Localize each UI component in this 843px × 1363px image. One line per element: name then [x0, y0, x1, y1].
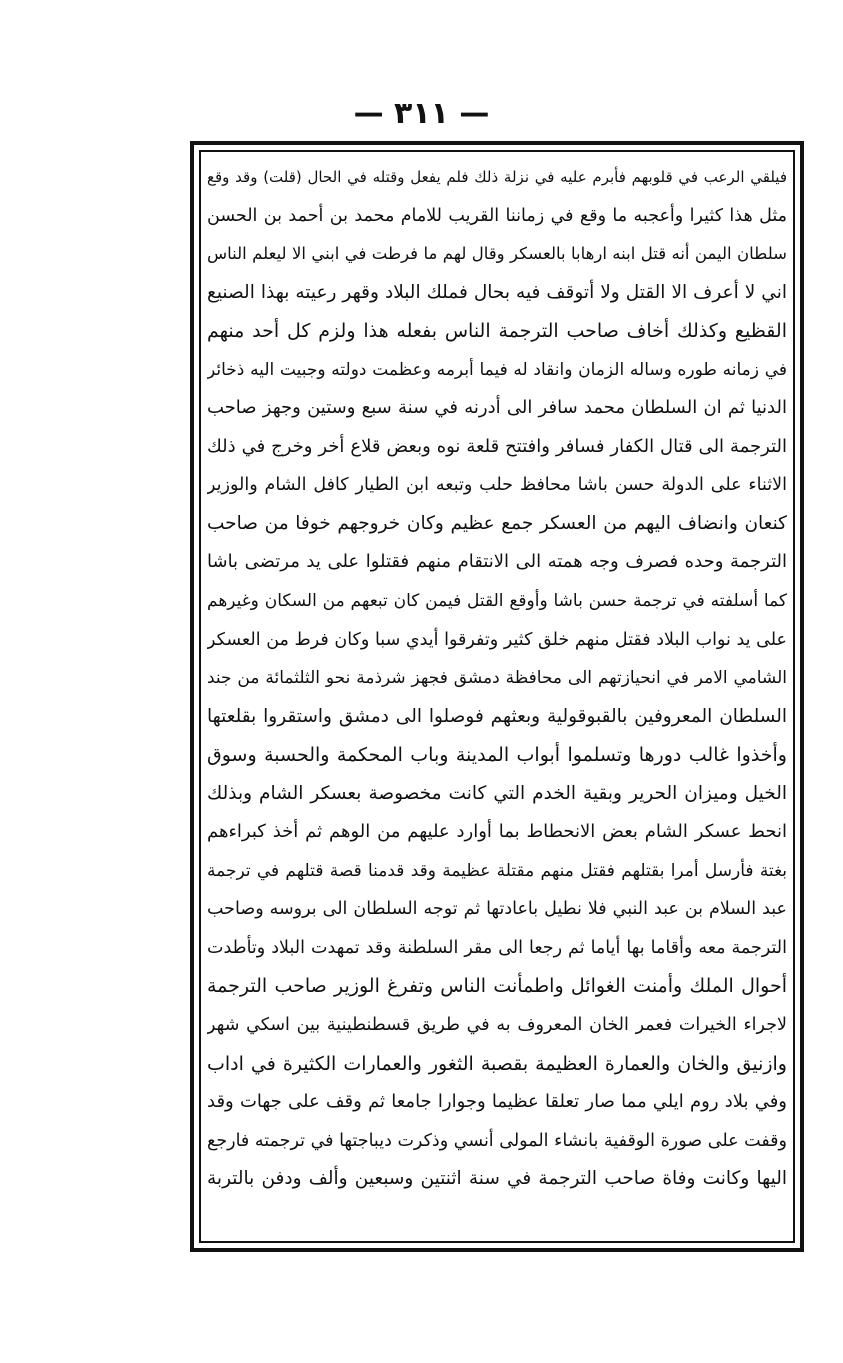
text-line: السلطان المعروفين بالقبوقولية وبعثهم فوصلوا الى دمشق واستقروا بقلعتها — [207, 705, 787, 727]
text-line: كنعان وانضاف اليهم من العسكر جمع عظيم وكان خروجهم خوفا من صاحب — [207, 512, 787, 534]
text-line: الترجمة الى قتال الكفار فسافر وافتتح قلعة نوه وبعض قلاع أخر وخرج في ذلك — [207, 435, 787, 457]
text-line: سلطان اليمن أنه قتل ابنه ارهابا بالعسكر وقال لهم ما فرطت في ابني الا ليعلم الناس — [207, 244, 787, 264]
page-number: — ٣١١ — — [353, 96, 490, 131]
text-line: وازنيق والخان والعمارة العظيمة بقصبة الثغور والعمارات الكثيرة في اداب — [207, 1052, 787, 1075]
text-line: على يد نواب البلاد فقتل منهم خلق كثير وتفرقوا أيدي سبا وكان فرط من العسكر — [207, 629, 787, 650]
text-line: اليها وكانت وفاة صاحب الترجمة في سنة اثنتين وسبعين وألف ودفن بالتربة — [207, 1168, 787, 1190]
text-line: الدنيا ثم ان السلطان محمد سافر الى أدرنه في سنة سبع وستين وجهز صاحب — [207, 397, 787, 419]
text-line: الترجمة وحده فصرف وجه همته الى الانتقام منهم فقتلوا على يد مرتضى باشا — [207, 551, 787, 573]
text-line: الخيل وميزان الحرير وبقية الخدم التي كانت مخصوصة بعسكر الشام وبذلك — [207, 782, 787, 804]
text-line: فيلقي الرعب في قلوبهم فأبرم عليه في نزلة ذلك فلم يفعل وقتله في الحال (قلت) وقد وقع — [207, 168, 787, 186]
text-line: وفي بلاد روم ايلي مما صار تعلقا عظيما وجوارا جامعا ثم وقف على جهات وقد — [207, 1091, 787, 1113]
text-line: القظيع وكذلك أخاف صاحب الترجمة الناس بفعله هذا ولزم كل أحد منهم — [207, 320, 787, 343]
text-line: عبد السلام بن عبد النبي فلا نطيل باعادتها ثم توجه السلطان الى بروسه وصاحب — [207, 899, 787, 920]
text-line: وأخذوا غالب دورها وتسلموا أبواب المدينة وباب المحكمة والحسبة وسوق — [207, 744, 787, 767]
text-line: كما أسلفته في ترجمة حسن باشا وأوقع القتل فيمن كان تبعهم من السكان وغيرهم — [207, 591, 787, 612]
text-line: الشامي الامر في انحيازتهم الى محافظة دمشق فجهز شرذمة نحو الثلثمائة من جند — [207, 668, 787, 689]
text-line: انحط عسكر الشام بعض الانحطاط بما أوارد عليهم من الوهم ثم أخذ كبراءهم — [207, 821, 787, 843]
text-body — [207, 158, 787, 1199]
text-line: في زمانه طوره وساله الزمان وانقاد له فيما أبرمه وعظمت دولته وجبيت اليه ذخائر — [207, 359, 787, 380]
text-frame — [199, 150, 795, 1243]
text-line: الاثناء على الدولة حسن باشا محافظ حلب وتبعه ابن الطيار كافل الشام والوزير — [207, 475, 787, 496]
text-line: مثل هذا كثيرا وأعجبه ما وقع في زماننا القريب للامام محمد بن أحمد بن الحسن — [207, 205, 787, 226]
text-line: الترجمة معه وأقاما بها أياما ثم رجعا الى مقر السلطنة وقد تمهدت البلاد وتأطدت — [207, 937, 787, 958]
text-line: أحوال الملك وأمنت الغوائل واطمأنت الناس وتفرغ الوزير صاحب الترجمة — [207, 975, 787, 998]
text-line: وقفت على صورة الوقفية بانشاء المولى أنسي وذكرت ديباجتها في ترجمته فارجع — [207, 1130, 787, 1151]
text-line: بغتة فأرسل أمرا بقتلهم فقتل منهم مقتلة عظيمة وقد قدمنا قصة قتلهم في ترجمة — [207, 860, 787, 881]
text-line: اني لا أعرف الا القتل ولا أتوقف فيه بحال فملك البلاد وقهر رعيته بهذا الصنيع — [207, 281, 787, 303]
text-line: لاجراء الخيرات فعمر الخان المعروف به في طريق قسطنطينية بين اسكي شهر — [207, 1015, 787, 1036]
